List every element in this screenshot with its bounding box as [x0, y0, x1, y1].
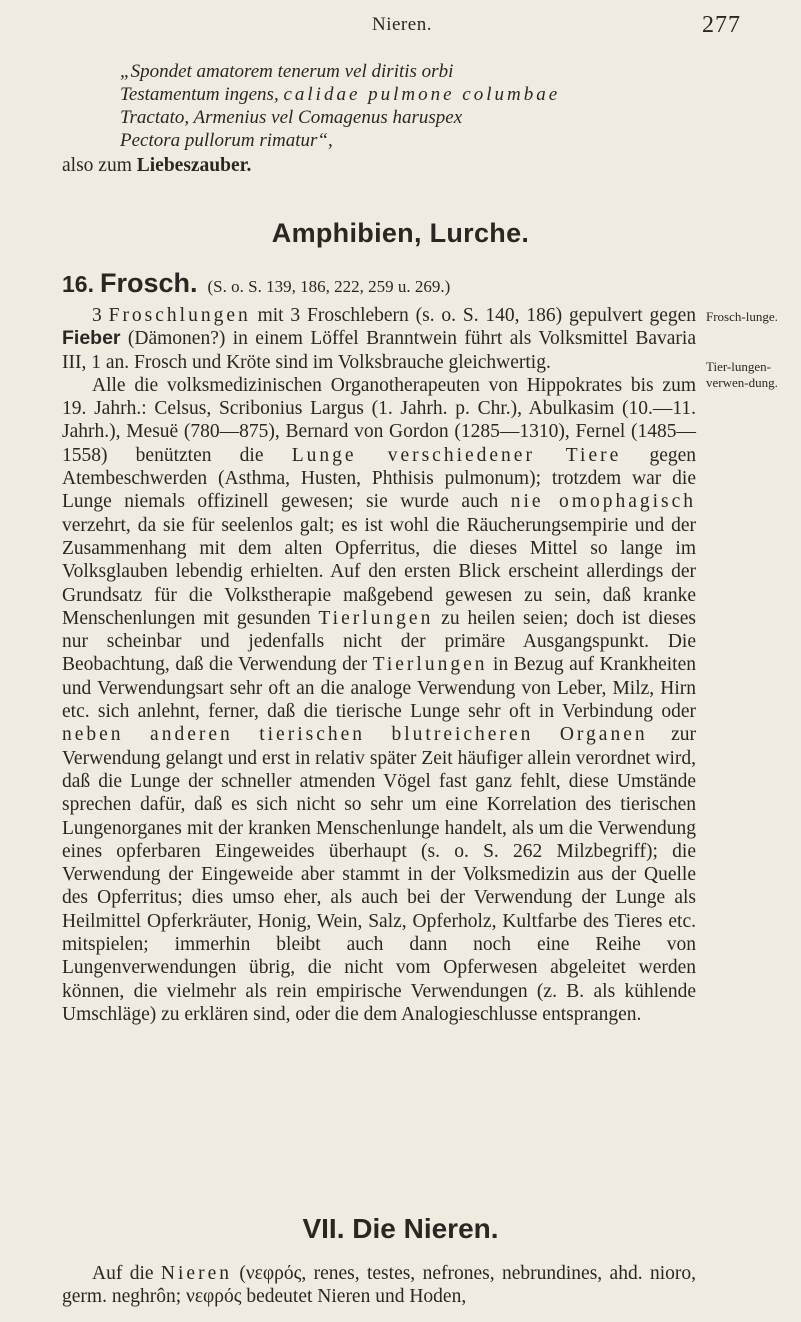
quote-line-3: Tractato, Armenius vel Comagenus haruspex — [120, 107, 463, 128]
p2-spaced4: Tierlungen — [372, 654, 488, 676]
p2-t2: gegen Atembeschwerden (Asthma, Husten, Phthisis pulmonum); trotzdem war die Lunge niemals offizinell gewesen; sie wurde auch — [62, 444, 696, 513]
p3-greek: νεφρός — [186, 1286, 242, 1308]
quote-line-4: Pectora pullorum rimatur“, — [120, 130, 333, 151]
p1-t2: mit 3 Froschlebern (s. o. S. 140, 186) gepulvert gegen — [250, 305, 697, 326]
p1-t1: 3 — [92, 305, 109, 326]
marginal-note-tierlungen: Tier-lungen-verwen-dung. — [706, 359, 778, 390]
page-number: 277 — [702, 12, 741, 38]
body-text — [62, 304, 696, 1026]
entry-references: (S. o. S. 139, 186, 222, 259 u. 269.) — [207, 277, 451, 296]
after-quote-bold: Liebeszauber. — [136, 155, 252, 176]
running-head-title: Nieren. — [372, 14, 432, 35]
quote-line-2-a: Testamentum ingens, — [120, 84, 284, 105]
p2-spaced2: nie omophagisch — [510, 491, 697, 513]
p2-spaced3: Tierlungen — [318, 607, 434, 629]
entry-number: 16. — [62, 271, 94, 297]
p3-t2: (νεφρός, renes, testes, nefrones, nebrundines, ahd. nioro, germ. neghrôn; — [62, 1263, 696, 1308]
quote-line-2-b: calidae pulmone columbae — [283, 84, 561, 105]
running-head — [0, 14, 801, 44]
p2-spaced1: Lunge verschiedener Tiere — [291, 444, 622, 466]
p2-t6: zur Verwendung gelangt und erst in relativ später Zeit häufiger allein verordnet wird, daß die Lunge der schneller atmenden Vögel fast ganz fehlt, diese Umstände sprechen dafür, daß es sich nicht so sehr um eine Korrelation des tierischen Lungenorganes mit der kranken Menschenlunge handelt, als um die Verwendung eines opferbaren Eingeweides überhaupt (s. o. S. 262 Milzbegriff); die Verwendung der Eingeweide aber stammt in der Volksmedizin aus der Quelle des Opferritus; dies umso eher, als auch bei der Verwendung der Lunge als Heilmittel Opferkräuter, Honig, Wein, Salz, Opferholz, Kultfarbe des Tieres etc. mitspielen; immerhin bleibt auch dann noch eine Reihe von Lungenverwendungen übrig, die nicht vom Opferwesen abgeleitet werden können, die vielmehr als rein empirische Verwendungen (z. B. als kühlende Umschläge) zu erklären sind, oder die dem Analogieschlusse entsprangen. — [62, 724, 696, 1025]
after-quote-line — [62, 154, 696, 177]
p3-spaced1: Nieren — [160, 1263, 232, 1284]
p3-t3: bedeutet Nieren und Hoden, — [241, 1286, 467, 1308]
final-text — [62, 1262, 696, 1309]
quote-line-2 — [62, 83, 696, 106]
paragraph-2 — [62, 374, 696, 1026]
p3-t1: Auf die — [92, 1263, 161, 1284]
quote-line-1: „Spondet amatorem tenerum vel diritis orbi — [120, 61, 454, 82]
p2-t1: Alle die volksmedizinischen Organotherapeuten von Hippokrates bis zum 19. Jahrh.: Celsus, Scribonius Largus (1. Jahrh. p. Chr.), Abulkasim (10.—11. Jahrh.), Mesuë (780—875), Bernard von Gordon (1285—1310), Fernel (1485—1558) benützten die — [62, 374, 696, 466]
after-quote-prefix: also zum — [62, 155, 137, 176]
paragraph-3 — [62, 1262, 696, 1309]
entry-title: Frosch. — [99, 268, 198, 298]
p1-bold1: Fieber — [62, 327, 121, 350]
p1-t3: (Dämonen?) in einem Löffel Branntwein führt als Volksmittel Bavaria III, 1 an. Frosch und Kröte sind im Volksbrauche gleichwertig. — [62, 328, 696, 373]
paragraph-1 — [62, 304, 696, 374]
marginal-note-froschlunge: Frosch-lunge. — [706, 309, 778, 324]
p2-t3: verzehrt, da sie für seelenlos galt; es ist wohl die Räucherungsempirie und der Zusammenhang mit dem alten Opferritus, die dieses Mittel so lange im Volksglauben lebendig erhielten. Auf den ersten Blick erscheint allerdings der Grundsatz für die Volkstherapie maßgebend gewesen zu sein, daß kranke Menschenlungen mit gesunden — [62, 514, 696, 629]
p1-spaced1: Froschlungen — [108, 305, 251, 326]
latin-quote — [62, 60, 696, 152]
p2-t5: in Bezug auf Krankheiten und Verwendungsart sehr oft an die analoge Verwendung von Leber, Milz, Hirn etc. sich anlehnt, ferner, daß die tierische Lunge sehr oft in Verbindung oder — [62, 654, 696, 723]
section-heading-nieren: VII. Die Nieren. — [302, 1213, 499, 1244]
entry-heading — [62, 268, 762, 299]
p2-t4: zu heilen seien; doch ist dieses nur scheinbar und jedenfalls nicht der primäre Ausgangspunkt. Die Beobachtung, daß die Verwendung der — [62, 607, 696, 676]
section-heading-amphibien: Amphibien, Lurche. — [271, 218, 530, 248]
p2-spaced5: neben anderen tierischen blutreicheren Organen — [62, 724, 648, 746]
